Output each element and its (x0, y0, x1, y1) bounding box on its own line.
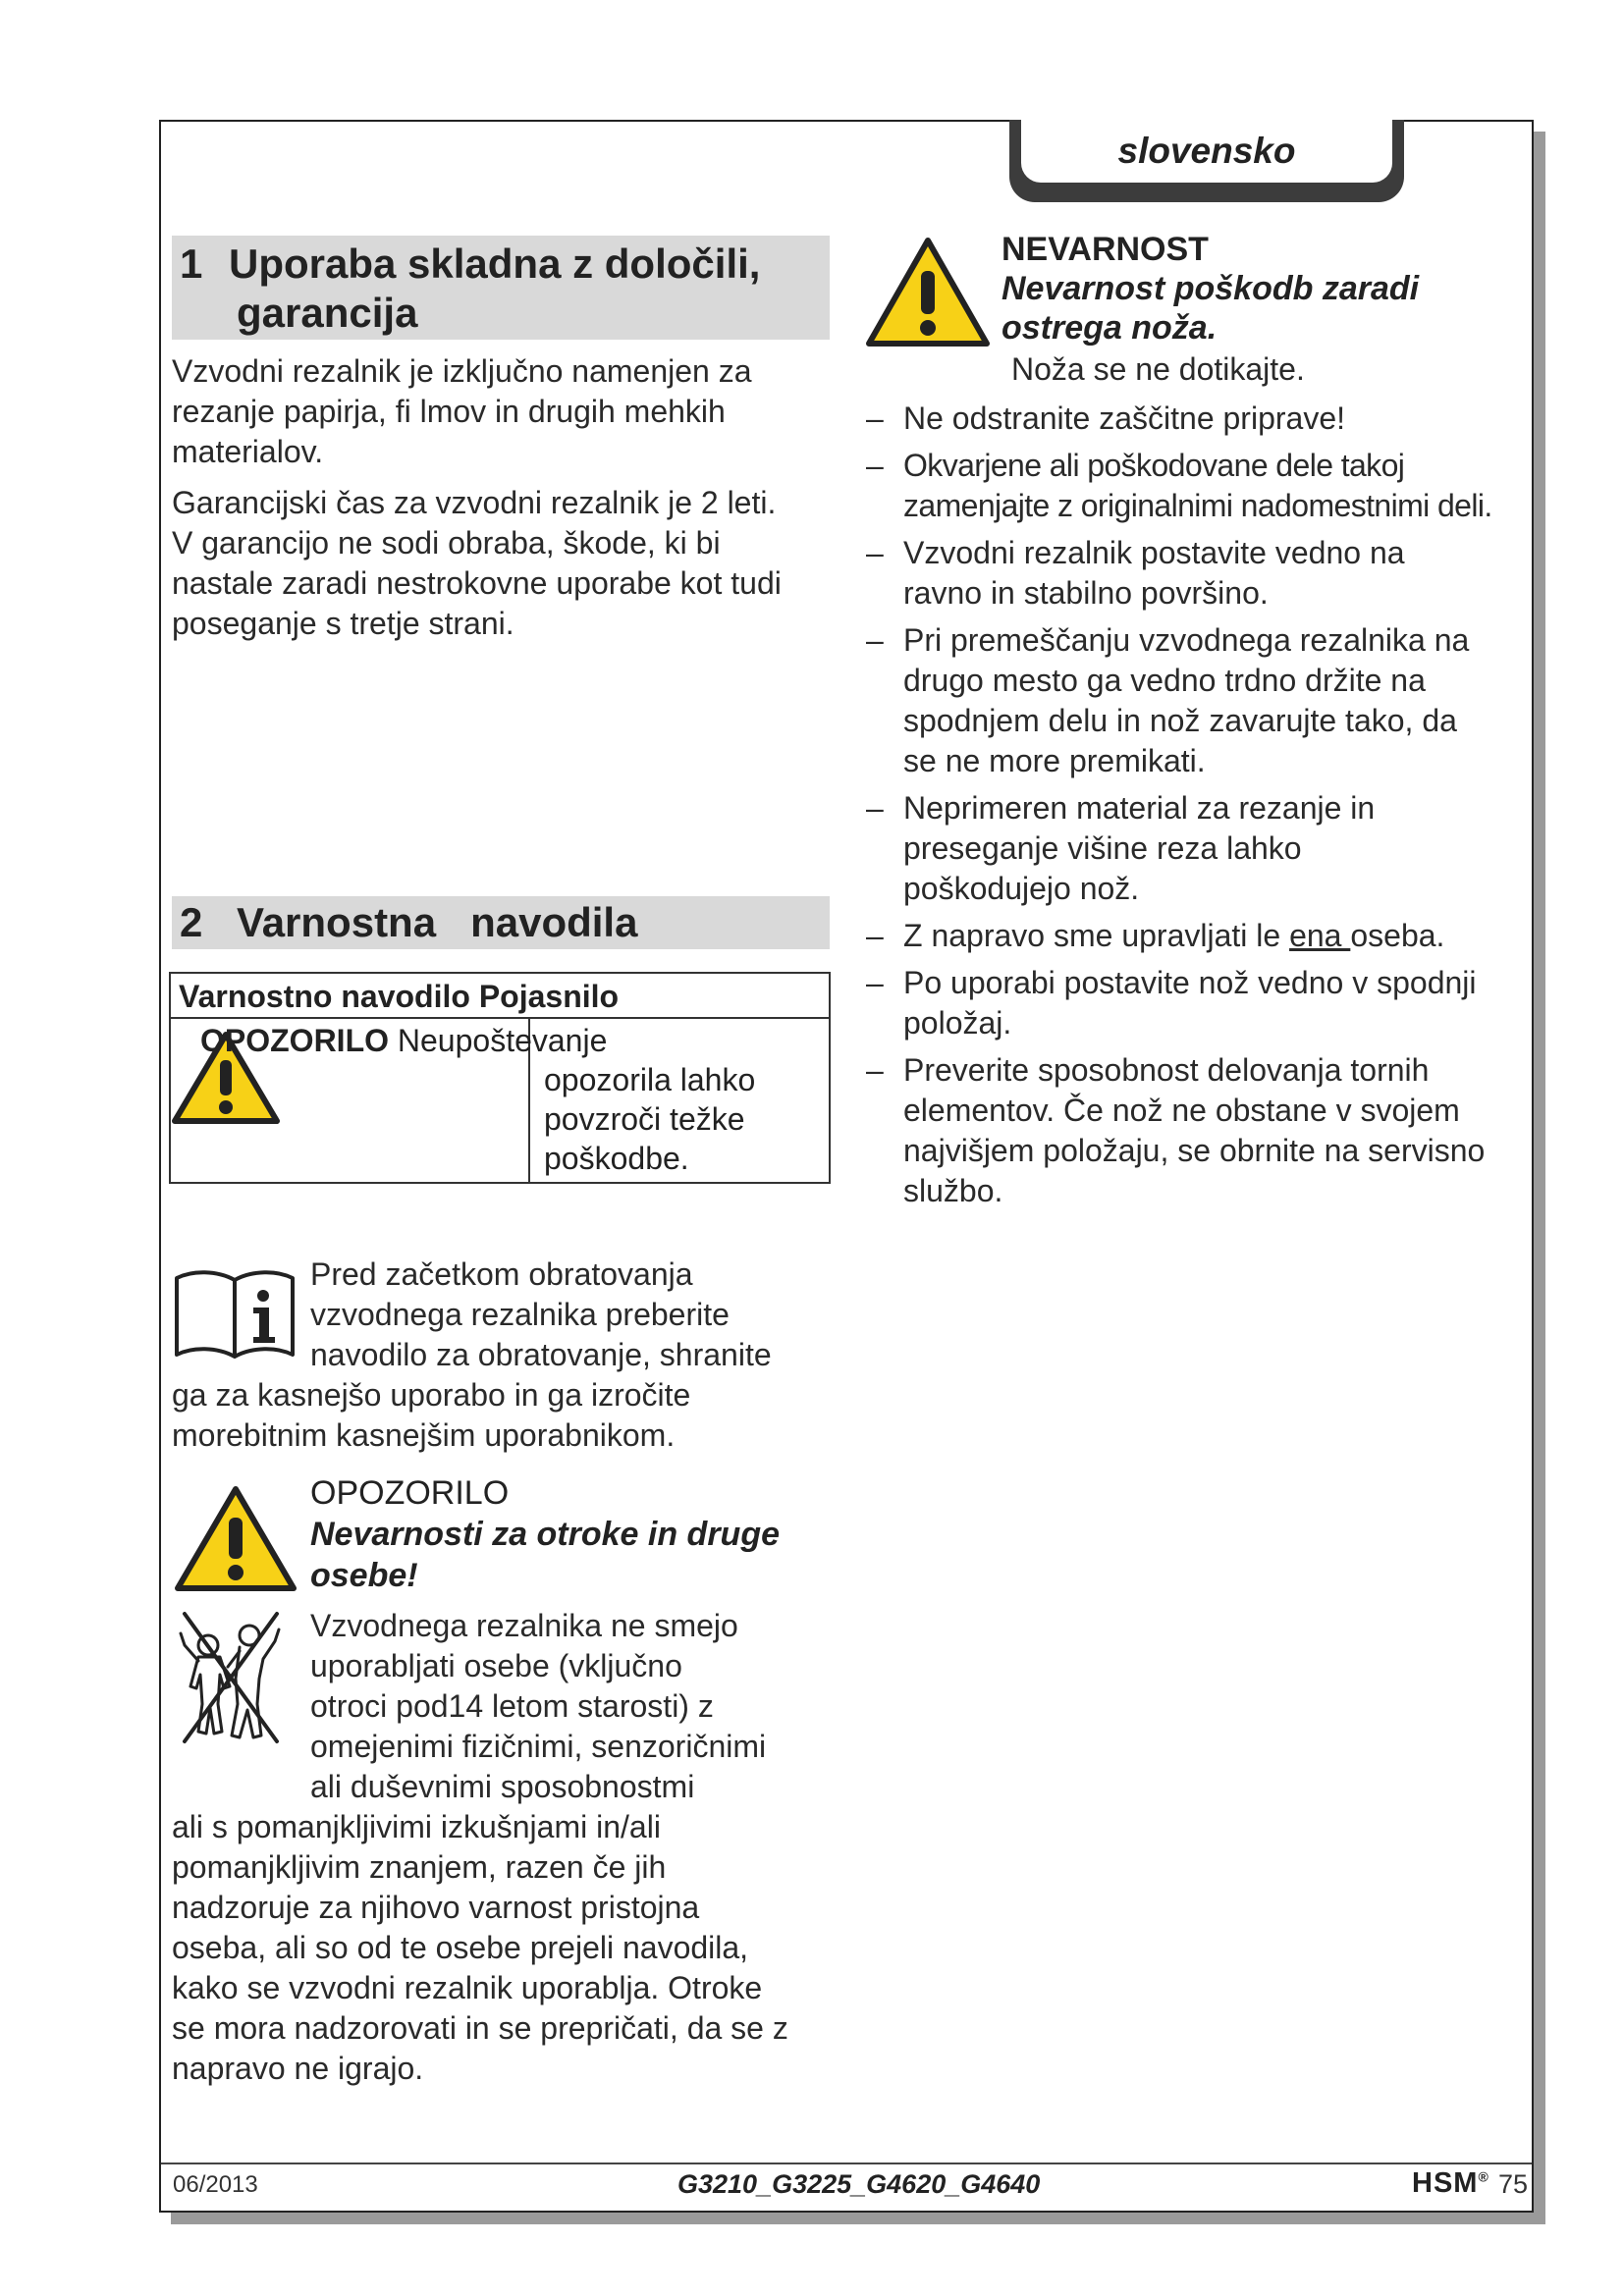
list-item (864, 446, 1532, 526)
section-1-paragraph-usage (172, 351, 839, 472)
brand-registered-mark: ® (1478, 2168, 1489, 2185)
text-line: položaj. (903, 1005, 1012, 1041)
text-line: pomanjkljivim znanjem, razen če jih (172, 1849, 667, 1885)
section-1-paragraph-warranty (172, 483, 839, 644)
section-1-title-line2: garancija (237, 290, 418, 336)
text-line: opozorila lahko (544, 1062, 756, 1097)
language-label: slovensko (1117, 131, 1296, 171)
footer-model-numbers: G3210_G3225_G4620_G4640 (677, 2169, 1041, 2199)
text-line (903, 916, 1532, 956)
danger-instructions-list (864, 399, 1532, 1218)
text-line: – Pri premeščanju vzvodnega rezalnika na (903, 622, 1470, 658)
list-item (864, 788, 1532, 909)
text-line: Garancijski čas za vzvodni rezalnik je 2 leti. (172, 485, 777, 520)
info-note-indented (310, 1255, 840, 1375)
danger-triangle-icon (864, 236, 992, 349)
text-line: oseba, ali so od te osebe prejeli navodila, (172, 1930, 749, 1965)
warning-subtitle-line: osebe! (310, 1557, 418, 1594)
footer-date: 06/2013 (173, 2171, 258, 2198)
text-line: V garancijo ne sodi obraba, škode, ki bi (172, 525, 721, 561)
page-shadow-right (1534, 132, 1545, 2222)
list-item (864, 963, 1532, 1043)
text-line: povzroči težke (544, 1101, 745, 1137)
read-manual-info-icon (173, 1266, 297, 1361)
brand-logo (1412, 2167, 1489, 2200)
language-tab (1009, 120, 1404, 202)
text-line: otroci pod14 letom starosti) z (310, 1688, 714, 1724)
text-line: morebitnim kasnejšim uporabnikom. (172, 1417, 676, 1453)
text-line: materialov. (172, 434, 324, 469)
danger-subtitle-line: Nevarnost poškodb zaradi (1001, 270, 1420, 307)
children-warning-indented (310, 1606, 840, 1807)
children-warning-continuation (172, 1807, 849, 2089)
text-line: – Preverite sposobnost delovanja tornih (903, 1052, 1430, 1088)
text-line: poškodbe. (544, 1141, 689, 1176)
warning-triangle-icon (173, 1484, 298, 1594)
text-fragment: Z napravo sme upravljati le (903, 918, 1290, 953)
text-line: elementov. Če nož ne obstane v svojem (903, 1093, 1460, 1128)
table-divider-horizontal (171, 1017, 829, 1019)
children-warning-heading (310, 1472, 780, 1596)
text-line: vzvodnega rezalnika preberite (310, 1297, 730, 1332)
section-2-number: 2 (180, 899, 203, 945)
text-line: poseganje s tretje strani. (172, 606, 514, 641)
safety-table-signal-word: OPOZORILO (200, 1023, 389, 1058)
footer-divider (161, 2163, 1532, 2164)
text-line: ali duševnimi sposobnostmi (310, 1769, 695, 1804)
text-line: Pred začetkom obratovanja (310, 1256, 693, 1292)
text-line: – Po uporabi postavite nož vedno v spodnji (903, 965, 1477, 1000)
text-line: omejenimi fizičnimi, senzoričnimi (310, 1729, 767, 1764)
safety-table-signal-row (200, 1021, 607, 1060)
text-line: poškodujejo nož. (903, 871, 1140, 906)
text-line: nadzoruje za njihovo varnost pristojna (172, 1890, 700, 1925)
danger-instruction: Noža se ne dotikajte. (1011, 351, 1305, 387)
danger-subtitle-line: ostrega noža. (1001, 309, 1218, 347)
section-1-number: 1 (180, 240, 203, 287)
text-line: najvišjem položaju, se obrnite na servisno (903, 1133, 1486, 1168)
brand-name: HSM (1412, 2167, 1479, 2199)
text-line: ga za kasnejšo uporabo in ga izročite (172, 1377, 691, 1413)
text-line: kako se vzvodni rezalnik uporablja. Otroke (172, 1970, 763, 2005)
text-line: drugo mesto ga vedno trdno držite na (903, 663, 1426, 698)
text-line: napravo ne igrajo. (172, 2051, 424, 2086)
list-item (864, 399, 1532, 439)
safety-table-explanation (544, 1060, 755, 1178)
text-line: – Vzvodni rezalnik postavite vedno na (903, 535, 1405, 570)
text-line: – Ne odstranite zaščitne priprave! (903, 400, 1345, 436)
warning-signal-word: OPOZORILO (310, 1474, 510, 1512)
page-number: 75 (1498, 2169, 1529, 2199)
text-line: rezanje papirja, fi lmov in drugih mehkih (172, 394, 726, 429)
text-line: nastale zaradi nestrokovne uporabe kot tudi (172, 565, 782, 601)
danger-signal-word: NEVARNOST (1001, 231, 1209, 268)
text-line: spodnjem delu in nož zavarujte tako, da (903, 703, 1457, 738)
underlined-word: ena (1289, 918, 1351, 953)
section-2-title: Varnostna navodila (237, 899, 638, 945)
list-item (864, 916, 1532, 956)
list-item (864, 533, 1532, 614)
section-1-title-bar (172, 236, 830, 340)
safety-table (169, 972, 831, 1184)
text-line: zamenjajte z originalnimi nadomestnimi deli. (903, 488, 1492, 523)
info-note-continuation (172, 1375, 839, 1456)
language-tab-inner (1021, 120, 1392, 183)
text-line: ali s pomanjkljivimi izkušnjami in/ali (172, 1809, 661, 1844)
text-line: Vzvodni rezalnik je izključno namenjen za (172, 353, 752, 389)
text-line: uporabljati osebe (vključno (310, 1648, 682, 1683)
text-line: Vzvodnega rezalnika ne smejo (310, 1608, 738, 1643)
text-line: – Okvarjene ali poškodovane dele takoj (903, 448, 1405, 483)
text-line: službo. (903, 1173, 1003, 1208)
list-item (864, 1050, 1532, 1211)
no-children-icon (175, 1606, 285, 1747)
text-line: ravno in stabilno površino. (903, 575, 1269, 611)
text-line: navodilo za obratovanje, shranite (310, 1337, 772, 1372)
text-line: se ne more premikati. (903, 743, 1206, 778)
danger-heading (1001, 230, 1419, 347)
safety-table-explanation-first: Neupoštevanje (397, 1023, 608, 1058)
text-line: se mora nadzorovati in se prepričati, da se z (172, 2010, 788, 2046)
text-line: – Neprimeren material za rezanje in (903, 790, 1376, 826)
section-2-title-bar (172, 896, 830, 949)
section-1-title-line1: Uporaba skladna z določili, (229, 240, 761, 287)
text-fragment: oseba. (1350, 918, 1445, 953)
safety-table-header: Varnostno navodilo Pojasnilo (179, 979, 620, 1014)
warning-subtitle-line: Nevarnosti za otroke in druge (310, 1516, 780, 1553)
text-line: preseganje višine reza lahko (903, 830, 1302, 866)
page-shadow-bottom (171, 2213, 1545, 2224)
list-item (864, 620, 1532, 781)
